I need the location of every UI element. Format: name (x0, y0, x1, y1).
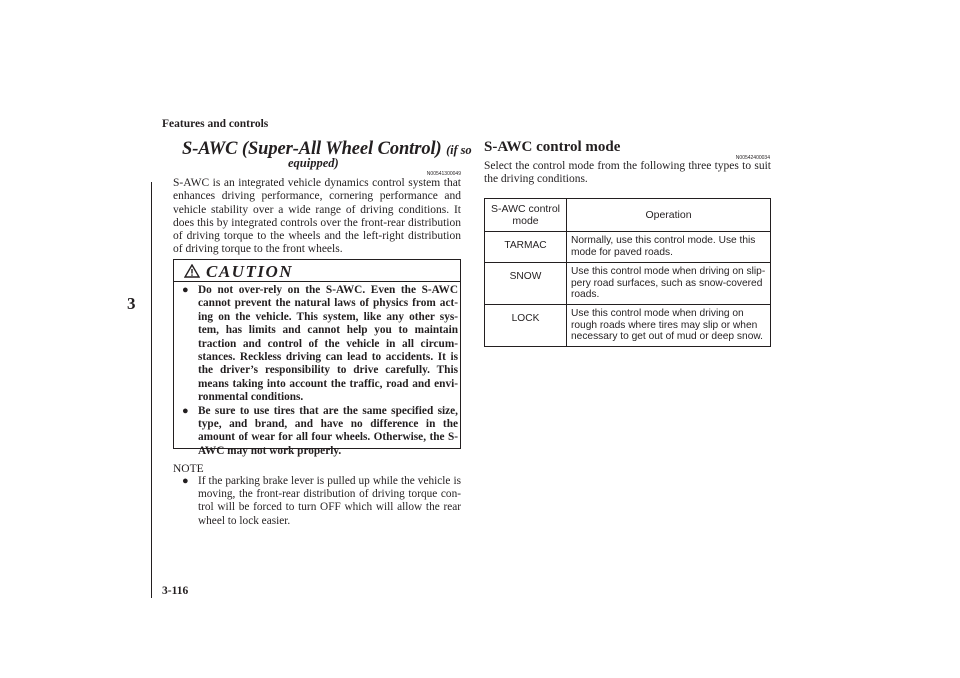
operation-cell: Use this control mode when driving on rough roads where tires may slip or when necessary to get out of mud or deep snow. (567, 305, 771, 347)
mode-cell: TARMAC (485, 232, 567, 263)
note-label: NOTE (173, 463, 204, 475)
table-header-row (485, 199, 771, 232)
control-mode-table (484, 198, 771, 347)
operation-cell: Normally, use this control mode. Use this mode for paved roads. (567, 232, 771, 263)
section-title-text: S-AWC (Super-All Wheel Control) (182, 139, 442, 159)
section-title-suffix-line2: equipped) (288, 156, 339, 170)
caution-item-text: Do not over-rely on the S-AWC. Even the S-AWC cannot prevent the natural laws of physics from act-ing on the vehicle. This system, like any other sys-tem, has limits and cannot help you to maintain traction and control of the vehicle in all circum-stances. Reckless driving can lead to accidents. It is the driver’s responsibility to drive carefully. This means taking into account the traffic, road and envi-ronmental conditions. (198, 284, 458, 404)
caution-header (174, 260, 460, 282)
warning-triangle-icon (184, 264, 200, 283)
mode-cell: SNOW (485, 263, 567, 305)
note-item (182, 475, 461, 528)
section-body-text: Select the control mode from the following three types to suit the driving conditions. (484, 160, 771, 186)
caution-box (173, 259, 461, 457)
note-list (182, 475, 461, 528)
caution-item (182, 284, 458, 405)
reference-code: N00541300049 (426, 171, 461, 177)
table-row (485, 232, 771, 263)
chapter-number: 3 (127, 294, 136, 313)
page-number: 3-116 (162, 585, 189, 597)
bullet-dot-icon: ● (182, 284, 189, 296)
note-item-text: If the parking brake lever is pulled up while the vehicle is moving, the front-rear distribution of driving torque con-trol will be forced to turn OFF which will allow the rear wheel to lock easier. (198, 475, 461, 527)
column-header-operation: Operation (567, 199, 771, 232)
caution-list (182, 284, 458, 458)
chapter-tab (118, 182, 152, 598)
section-title-control-mode: S-AWC control mode (484, 139, 621, 155)
caution-item (182, 405, 458, 459)
bullet-dot-icon: ● (182, 404, 189, 417)
operation-cell: Use this control mode when driving on slip-pery road surfaces, such as snow-covered roads. (567, 263, 771, 305)
table-row (485, 305, 771, 347)
caution-item-text: Be sure to use tires that are the same specified size, type, and brand, and have no difference in the amount of wear for all four wheels. Otherwise, the S-AWC may not work properly. (198, 404, 458, 457)
mode-cell: LOCK (485, 305, 567, 347)
section-body-text: S-AWC is an integrated vehicle dynamics control system that enhances driving performance, cornering performance and vehicle stability over a wide range of driving conditions. It does this by integrated controls over the front-rear distribution of driving torque to the wheels and the left-right distribution of driving torque to the front wheels. (173, 177, 461, 256)
caution-label: CAUTION (206, 262, 294, 281)
bullet-dot-icon: ● (182, 475, 189, 487)
reference-code: N00542400034 (735, 155, 770, 161)
table-row (485, 263, 771, 305)
column-header-mode: S-AWC control mode (485, 199, 567, 232)
section-title-suffix: (if so (446, 143, 472, 157)
running-header: Features and controls (162, 118, 269, 130)
